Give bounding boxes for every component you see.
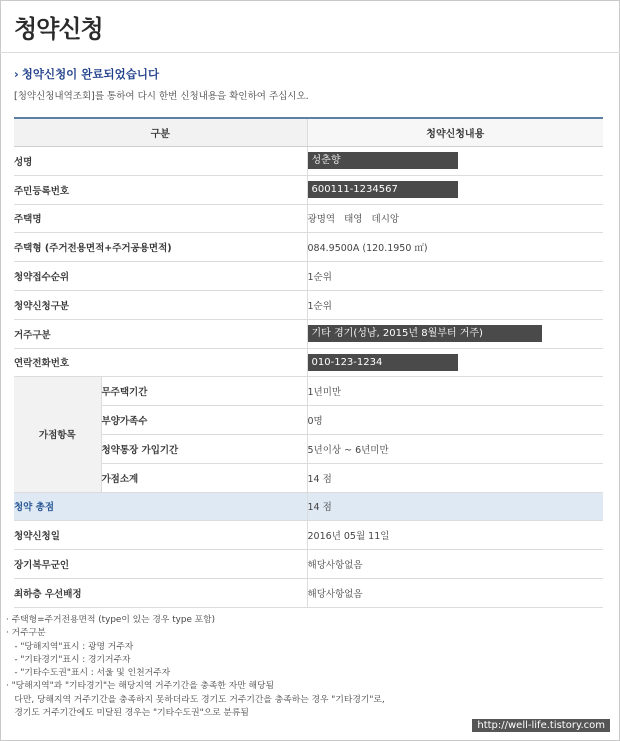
row-points-1 [14, 377, 603, 406]
value-apply-type: 1순위 [307, 290, 603, 319]
label-house-type: 주택형 (주거전용면적+주거공용면적) [14, 233, 307, 262]
row-priority [14, 578, 603, 607]
row-rank [14, 262, 603, 291]
row-military [14, 550, 603, 579]
title-divider [0, 52, 620, 53]
value-house-type: 084.9500A (120.1950 ㎡) [307, 233, 603, 262]
masked-name: 성춘향 [308, 152, 458, 169]
header-category: 구분 [14, 118, 307, 147]
label-phone: 연락전화번호 [14, 348, 307, 377]
completion-text: 청약신청이 완료되었습니다 [21, 67, 160, 81]
notes [6, 614, 606, 720]
note-line: · 거주구분 [6, 628, 46, 639]
note-line: - "기타경기"표시 : 경기거주자 [6, 654, 131, 665]
note-line: 다만, 당해지역 거주기간을 충족하지 못하더라도 경기도 거주기간을 충족하는 경우 "기타경기"로, [6, 694, 385, 705]
value-dependents: 0명 [307, 406, 603, 435]
value-apply-date: 2016년 05월 11일 [307, 521, 603, 550]
value-military: 해당사항없음 [307, 550, 603, 579]
value-account-period: 5년이상 ~ 6년미만 [307, 434, 603, 463]
row-apply-date [14, 521, 603, 550]
value-residence [307, 319, 603, 348]
row-total [14, 492, 603, 521]
row-name [14, 147, 603, 176]
label-account-period: 청약통장 가입기간 [101, 434, 307, 463]
label-military: 장기복무군인 [14, 550, 307, 579]
note-line: 경기도 거주기간에도 미달된 경우는 "기타수도권"으로 분류됨 [6, 708, 249, 719]
label-total: 청약 총점 [14, 492, 307, 521]
note-line: - "당해지역"표시 : 광명 거주자 [6, 641, 134, 652]
label-apply-date: 청약신청일 [14, 521, 307, 550]
value-name [307, 147, 603, 176]
row-phone [14, 348, 603, 377]
value-rank: 1순위 [307, 262, 603, 291]
table-header-row [14, 118, 603, 147]
note-line: · "당해지역"과 "기타경기"는 해당지역 거주기간을 충족한 자만 해당됨 [6, 681, 274, 692]
value-total: 14 점 [307, 492, 603, 521]
points-group-label: 가점항목 [14, 377, 101, 492]
row-house-name [14, 204, 603, 233]
label-priority: 최하층 우선배정 [14, 578, 307, 607]
note-line: - "기타수도권"표시 : 서울 및 인천거주자 [6, 668, 171, 679]
value-rrn [307, 175, 603, 204]
row-points-3 [14, 434, 603, 463]
application-table [14, 117, 603, 608]
label-apply-type: 청약신청구분 [14, 290, 307, 319]
row-apply-type [14, 290, 603, 319]
label-subtotal: 가점소계 [101, 463, 307, 492]
label-rank: 청약접수순위 [14, 262, 307, 291]
row-points-4 [14, 463, 603, 492]
row-residence [14, 319, 603, 348]
row-house-type [14, 233, 603, 262]
arrow-icon: › [14, 67, 19, 81]
label-name: 성명 [14, 147, 307, 176]
masked-phone: 010-123-1234 [308, 354, 458, 371]
note-line: · 주택형=주거전용면적 (type이 있는 경우 type 포함) [6, 615, 216, 625]
label-rrn: 주민등록번호 [14, 175, 307, 204]
label-dependents: 부양가족수 [101, 406, 307, 435]
value-house-name: 광명역 태영 데시앙 [307, 204, 603, 233]
label-residence: 거주구분 [14, 319, 307, 348]
label-house-name: 주택명 [14, 204, 307, 233]
masked-residence: 기타 경기(성남, 2015년 8월부터 거주) [308, 325, 542, 342]
page-title: 청약신청 [14, 15, 103, 43]
value-subtotal: 14 점 [307, 463, 603, 492]
guide-text: [청약신청내역조회]를 통하여 다시 한번 신청내용을 확인하여 주십시오. [14, 91, 309, 102]
value-phone [307, 348, 603, 377]
header-content: 청약신청내용 [307, 118, 603, 147]
label-no-house: 무주택기간 [101, 377, 307, 406]
value-priority: 해당사항없음 [307, 578, 603, 607]
watermark: http://well-life.tistory.com [472, 719, 610, 732]
completion-message [14, 66, 159, 82]
masked-rrn: 600111-1234567 [308, 181, 458, 198]
row-rrn [14, 175, 603, 204]
value-no-house: 1년미만 [307, 377, 603, 406]
row-points-2 [14, 406, 603, 435]
